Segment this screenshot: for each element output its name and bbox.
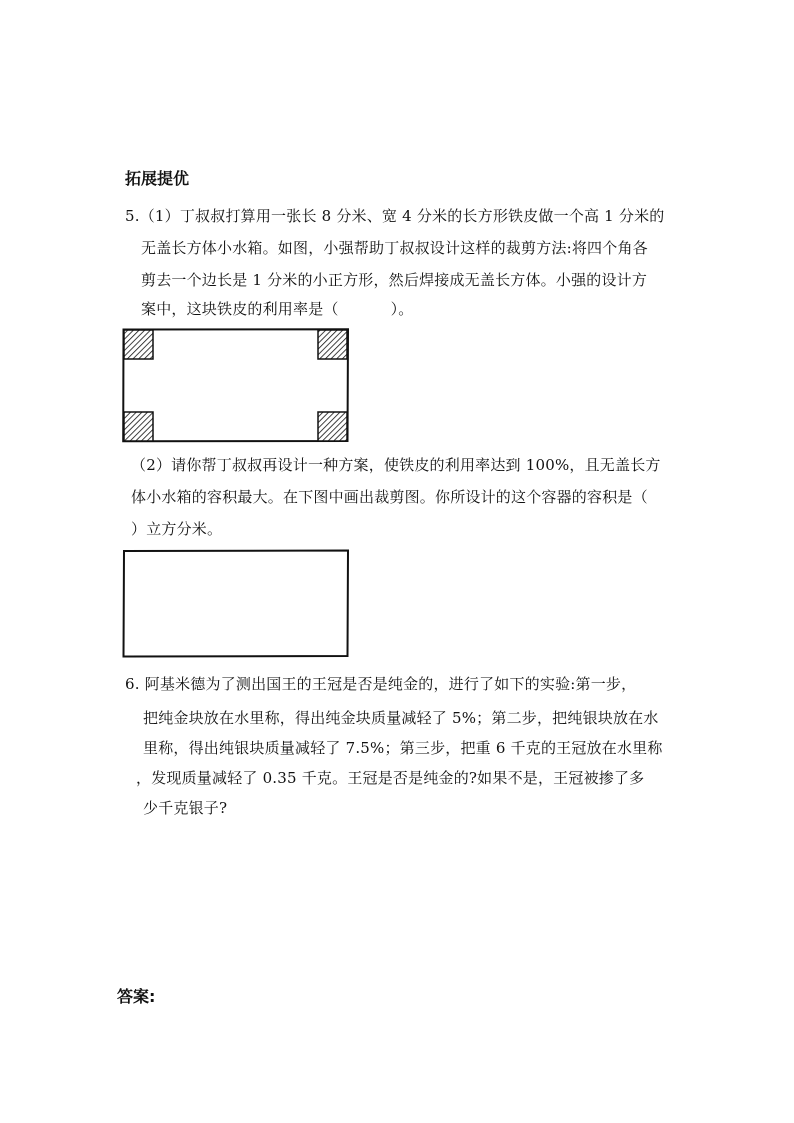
corner-square-top-right [318,330,347,359]
drawing-area-rectangle[interactable] [120,547,352,661]
q5-part2-line-3: ）立方分米。 [131,520,223,538]
cut-corners-diagram [120,326,352,446]
q6-line-4: ，发现质量减轻了 0.35 千克。王冠是否是纯金的?如果不是，王冠被掺了多 [136,769,645,787]
corner-square-bottom-left [124,412,153,441]
q6-line-3: 里称，得出纯银块质量减轻了 7.5%；第三步，把重 6 千克的王冠放在水里称 [143,739,663,757]
q6-line-2: 把纯金块放在水里称，得出纯金块质量减轻了 5%；第二步，把纯银块放在水 [143,709,659,727]
q5-part2-line-1: （2）请你帮丁叔叔再设计一种方案，使铁皮的利用率达到 100%，且无盖长方 [131,456,661,474]
q5-line-4-tail: ）。 [390,300,414,318]
section-title: 拓展提优 [125,169,190,188]
q5-part2-line-2: 体小水箱的容积最大。在下图中画出裁剪图。你所设计的这个容器的容积是（ [131,488,648,506]
q5-line-3: 剪去一个边长是 1 分米的小正方形，然后焊接成无盖长方体。小强的设计方 [141,271,648,289]
q6-line-5: 少千克银子? [143,799,228,817]
corner-square-top-left [124,330,153,359]
corner-square-bottom-right [318,412,347,441]
q6-line-1: 6. 阿基米德为了测出国王的王冠是否是纯金的，进行了如下的实验:第一步， [125,675,637,693]
answer-title: 答案: [117,987,156,1006]
q5-line-4 [141,299,414,319]
q5-line-1: 5.（1）丁叔叔打算用一张长 8 分米、宽 4 分米的长方形铁皮做一个高 1 分米的 [125,207,665,225]
q5-line-4-text: 案中，这块铁皮的利用率是（ [141,300,339,318]
q5-line-2: 无盖长方体小水箱。如图，小强帮助丁叔叔设计这样的裁剪方法:将四个角各 [141,239,648,257]
